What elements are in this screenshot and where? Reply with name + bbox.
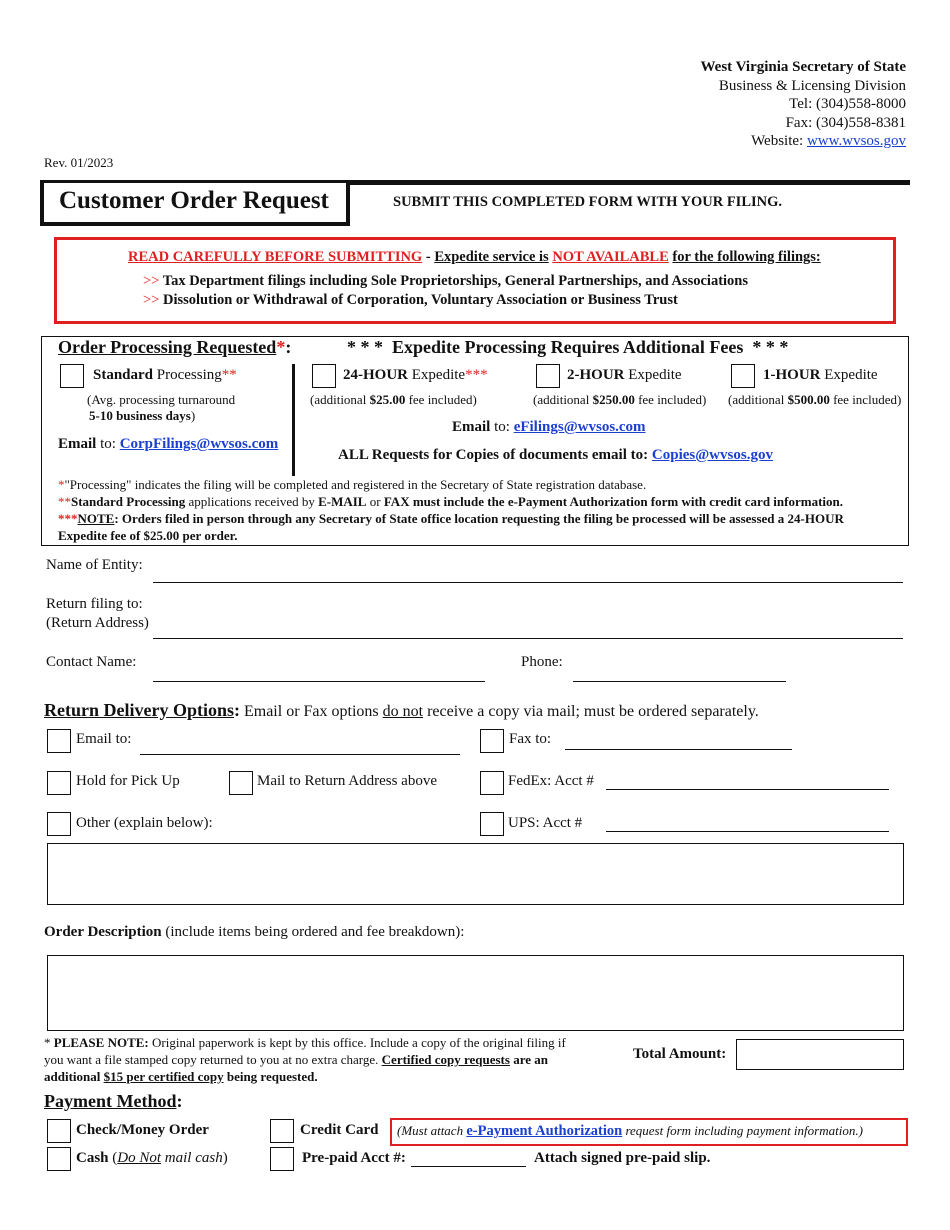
payment-colon: :: [176, 1091, 183, 1111]
auth-post: request form including payment information.): [625, 1123, 863, 1138]
check-money-order-checkbox[interactable]: [47, 1119, 71, 1143]
footnote-3-line2: Expedite fee of $25.00 per order.: [58, 528, 238, 543]
note-star: *: [44, 1035, 51, 1050]
please-note-line2: [44, 1051, 624, 1068]
note-line3-u: $15 per certified copy: [103, 1069, 224, 1084]
agency-name: West Virginia Secretary of State: [700, 59, 906, 75]
footnote-3: [58, 510, 908, 527]
email-delivery-label: Email to:: [76, 731, 132, 747]
prepaid-attach-note: Attach signed pre-paid slip.: [534, 1150, 711, 1166]
entity-input[interactable]: [153, 582, 903, 583]
cash-u: Do Not: [117, 1150, 162, 1166]
fn3-rest: : Orders filed in person through any Secretary of State office location requesting the filing be processed will be assessed a 24-HOUR: [114, 511, 844, 526]
cash-close: ): [222, 1150, 228, 1166]
corp-email-label: Email: [58, 436, 97, 452]
fn2-bold: Standard Processing: [71, 494, 186, 509]
fn1-star: *: [58, 477, 65, 492]
note-bold: PLEASE NOTE:: [53, 1035, 149, 1050]
fn3-note: NOTE: [77, 511, 115, 526]
note-line3-post: being requested.: [226, 1069, 318, 1084]
cash-label: [76, 1150, 228, 1167]
note-rest: Original paperwork is kept by this office. Include a copy of the original filing if: [152, 1035, 566, 1050]
24-fee-post: fee included): [408, 392, 477, 407]
hold-pickup-label: Hold for Pick Up: [76, 773, 180, 789]
copies-row: [338, 447, 773, 464]
processing-divider: [292, 364, 295, 476]
contact-label: Contact Name:: [46, 654, 137, 670]
2-hour-rest: Expedite: [628, 367, 682, 383]
total-amount-input[interactable]: [736, 1039, 904, 1070]
1-fee: $500.00: [787, 392, 830, 407]
footnote-1: [58, 476, 908, 493]
website-label: Website:: [751, 133, 804, 150]
fn2-mid: applications received by: [188, 494, 315, 509]
return-label-1: Return filing to:: [46, 596, 143, 612]
credit-card-label: Credit Card: [300, 1122, 379, 1138]
1-hour-rest: Expedite: [824, 367, 878, 383]
standard-bold: Standard: [93, 367, 154, 383]
efilings-to: to:: [494, 419, 510, 435]
warning-item-1-text: Tax Department filings including Sole Proprietorships, General Partnerships, and Associations: [162, 273, 749, 289]
standard-days: 5-10 business days: [89, 408, 191, 423]
standard-stars: **: [221, 367, 237, 383]
24-hour-stars: ***: [465, 367, 488, 383]
credit-card-checkbox[interactable]: [270, 1119, 294, 1143]
standard-note-close: ): [190, 408, 196, 423]
submit-note: SUBMIT THIS COMPLETED FORM WITH YOUR FILING.: [393, 194, 783, 210]
order-description-textarea[interactable]: [47, 955, 904, 1031]
epayment-authorization-link[interactable]: e-Payment Authorization: [466, 1123, 623, 1139]
fn3-star: ***: [58, 511, 78, 526]
cash-open: (: [112, 1150, 118, 1166]
return-label-2: (Return Address): [46, 615, 149, 631]
prepaid-account-input[interactable]: [411, 1166, 526, 1167]
1-hour-fee: [728, 392, 901, 408]
2-hour-fee: [533, 392, 706, 408]
warning-item-2-text: Dissolution or Withdrawal of Corporation, Voluntary Association or Business Trust: [162, 292, 678, 308]
standard-note-2: [89, 408, 195, 424]
page-title: Customer Order Request: [59, 187, 329, 214]
24-hour-label: [343, 367, 488, 384]
24-hour-bold: 24-HOUR: [343, 367, 408, 383]
delivery-note-u: do not: [382, 703, 424, 720]
efilings-email-row: [452, 419, 646, 436]
order-description-label: [44, 924, 464, 941]
standard-note-1: (Avg. processing turnaround: [87, 392, 236, 407]
fax-delivery-label: Fax to:: [509, 731, 552, 747]
phone-input[interactable]: [573, 681, 786, 682]
mail-return-label: Mail to Return Address above: [257, 773, 437, 789]
footnote-2: [58, 493, 908, 510]
1-fee-pre: (additional: [728, 392, 785, 407]
1-hour-checkbox[interactable]: [731, 364, 755, 388]
fn2-email: E-MAIL: [318, 494, 367, 509]
fedex-label: FedEx: Acct #: [508, 773, 594, 789]
agency-tel: Tel: (304)558-8000: [789, 96, 906, 113]
cash-bold: Cash: [76, 1150, 109, 1166]
efilings-label: Email: [452, 419, 491, 435]
email-delivery-input[interactable]: [140, 754, 460, 755]
warning-dash: -: [422, 249, 435, 265]
agency-header: [700, 58, 906, 151]
processing-heading-text: Order Processing Requested: [58, 337, 277, 357]
standard-processing-checkbox[interactable]: [60, 364, 84, 388]
1-fee-post: fee included): [833, 392, 902, 407]
delivery-colon: :: [233, 700, 240, 720]
note-line2-u: Certified copy requests: [381, 1052, 510, 1067]
other-explain-textarea[interactable]: [47, 843, 904, 905]
fn1-text: "Processing" indicates the filing will be completed and registered in the Secretary of State registration database.: [64, 477, 647, 492]
note-line2-pre: you want a file stamped copy returned to you at no extra charge.: [44, 1052, 379, 1067]
arrow-icon: >>: [143, 273, 160, 289]
standard-processing-label: [93, 367, 237, 384]
cash-rest: mail cash: [164, 1150, 223, 1166]
standard-rest: Processing: [156, 367, 222, 383]
ups-label: UPS: Acct #: [508, 815, 583, 831]
2-hour-bold: 2-HOUR: [567, 367, 625, 383]
fn2-fax: FAX: [383, 494, 410, 509]
order-desc-bold: Order Description: [44, 924, 162, 940]
fn2-star: **: [58, 494, 71, 509]
revision: Rev. 01/2023: [44, 155, 114, 170]
processing-heading: [58, 337, 291, 358]
ups-checkbox[interactable]: [480, 812, 504, 836]
efilings-email-link[interactable]: eFilings@wvsos.com: [513, 419, 646, 435]
agency-division: Business & Licensing Division: [718, 77, 906, 94]
2-hour-checkbox[interactable]: [536, 364, 560, 388]
auth-pre: (Must attach: [397, 1123, 464, 1138]
processing-footnotes: [58, 476, 908, 544]
corp-email-row: [58, 436, 278, 453]
order-desc-rest: (include items being ordered and fee breakdown):: [165, 924, 465, 940]
expedite-banner: * * * Expedite Processing Requires Additional Fees * * *: [347, 337, 789, 357]
delivery-note-post: receive a copy via mail; must be ordered separately.: [427, 703, 759, 720]
following: for the following filings:: [672, 249, 821, 265]
please-note-line1: [44, 1034, 624, 1051]
24-hour-rest: Expedite: [411, 367, 466, 383]
24-hour-fee: [310, 392, 477, 408]
expedite-service: Expedite service is: [434, 249, 549, 265]
copies-email-link[interactable]: Copies@wvsos.gov: [651, 447, 773, 463]
1-hour-bold: 1-HOUR: [763, 367, 821, 383]
check-money-order-label: Check/Money Order: [76, 1122, 209, 1138]
please-note-line3: [44, 1068, 624, 1085]
delivery-heading-row: [44, 700, 759, 721]
corp-email-to: to:: [100, 436, 116, 452]
24-fee-pre: (additional: [310, 392, 367, 407]
copies-text: ALL Requests for Copies of documents email to:: [338, 447, 649, 463]
warning-heading: [128, 249, 821, 266]
agency-fax: Fax: (304)558-8381: [785, 114, 906, 131]
fax-delivery-checkbox[interactable]: [480, 729, 504, 753]
other-delivery-checkbox[interactable]: [47, 812, 71, 836]
epayment-note: [397, 1123, 863, 1140]
processing-star: *: [276, 337, 286, 357]
fn2-rest: must include the e-Payment Authorization form with credit card information.: [412, 494, 843, 509]
fax-delivery-input[interactable]: [565, 749, 792, 750]
not-available: NOT AVAILABLE: [552, 249, 669, 265]
website-link[interactable]: www.wvsos.gov: [806, 133, 906, 150]
note-line3-pre: additional: [44, 1069, 101, 1084]
agency-website-row: [700, 132, 906, 151]
title-box: [40, 183, 350, 226]
mail-return-checkbox[interactable]: [229, 771, 253, 795]
fedex-checkbox[interactable]: [480, 771, 504, 795]
total-amount-label: Total Amount:: [633, 1046, 727, 1062]
contact-input[interactable]: [153, 681, 485, 682]
fedex-account-input[interactable]: [606, 789, 889, 790]
2-fee-pre: (additional: [533, 392, 590, 407]
warning-item-2: [143, 292, 678, 309]
prepaid-checkbox[interactable]: [270, 1147, 294, 1171]
arrow-icon: >>: [143, 292, 160, 308]
please-note: [44, 1034, 624, 1085]
delivery-note-pre: Email or Fax options: [243, 703, 379, 720]
payment-heading: Payment Method: [44, 1091, 177, 1111]
2-hour-label: [567, 367, 682, 384]
corp-email-link[interactable]: CorpFilings@wvsos.com: [119, 436, 279, 452]
hold-pickup-checkbox[interactable]: [47, 771, 71, 795]
delivery-heading: Return Delivery Options: [44, 700, 234, 720]
payment-heading-row: [44, 1091, 182, 1112]
24-hour-checkbox[interactable]: [312, 364, 336, 388]
2-fee: $250.00: [592, 392, 635, 407]
entity-label: Name of Entity:: [46, 557, 143, 573]
email-delivery-checkbox[interactable]: [47, 729, 71, 753]
phone-label: Phone:: [521, 654, 563, 670]
processing-colon: :: [285, 337, 292, 357]
ups-account-input[interactable]: [606, 831, 889, 832]
warning-item-1: [143, 273, 748, 290]
fn2-or: or: [369, 494, 381, 509]
2-fee-post: fee included): [638, 392, 707, 407]
return-address-input[interactable]: [153, 638, 903, 639]
1-hour-label: [763, 367, 878, 384]
note-line2-post: are an: [513, 1052, 548, 1067]
cash-checkbox[interactable]: [47, 1147, 71, 1171]
other-delivery-label: Other (explain below):: [76, 815, 213, 831]
24-fee: $25.00: [369, 392, 406, 407]
read-carefully: READ CAREFULLY BEFORE SUBMITTING: [128, 249, 423, 265]
prepaid-label: Pre-paid Acct #:: [302, 1150, 406, 1166]
